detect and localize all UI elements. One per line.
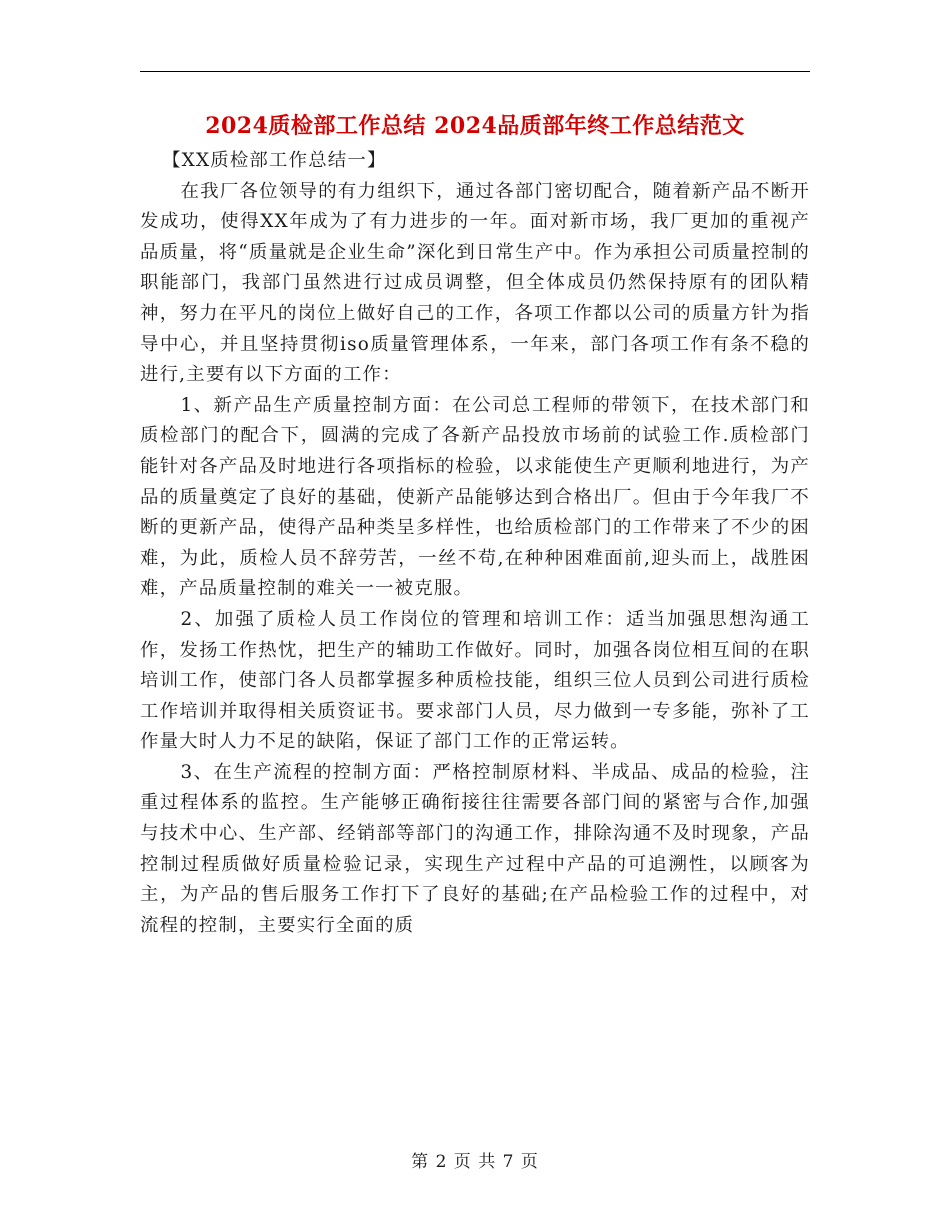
paragraph-item-2: 2、加强了质检人员工作岗位的管理和培训工作：适当加强思想沟通工作，发扬工作热忱，把生产的辅助工作做好。同时，加强各岗位相互间的在职培训工作，使部门各人员都掌握多种质检技能，组织三位人员到公司进行质检工作培训并取得相关质资证书。要求部门人员，尽力做到一专多能，弥补了工作量大时人力不足的缺陷，保证了部门工作的正常运转。: [140, 608, 810, 753]
page-number: 第 2 页 共 7 页: [411, 1152, 539, 1172]
header-rule: [140, 71, 810, 72]
document-title: 2024质检部工作总结 2024品质部年终工作总结范文: [205, 113, 745, 139]
paragraph-item-1: 1、新产品生产质量控制方面：在公司总工程师的带领下，在技术部门和质检部门的配合下，圆满的完成了各新产品投放市场前的试验工作.质检部门能针对各产品及时地进行各项指标的检验，以求能使生产更顺利地进行，为产品的质量奠定了良好的基础，使新产品能够达到合格出厂。但由于今年我厂不断的更新产品，使得产品种类呈多样性，也给质检部门的工作带来了不少的困难，为此，质检人员不辞劳苦，一丝不苟,在种种困难面前,迎头而上，战胜困难，产品质量控制的难关一一被克服。: [140, 394, 810, 600]
paragraph-item-3: 3、在生产流程的控制方面：严格控制原材料、半成品、成品的检验，注重过程体系的监控。生产能够正确衔接往往需要各部门间的紧密与合作,加强与技术中心、生产部、经销部等部门的沟通工作，排除沟通不及时现象，产品控制过程质做好质量检验记录，实现生产过程中产品的可追溯性，以顾客为主，为产品的售后服务工作打下了良好的基础;在产品检验工作的过程中，对流程的控制，主要实行全面的质: [140, 761, 810, 936]
paragraph-intro: 在我厂各位领导的有力组织下，通过各部门密切配合，随着新产品不断开发成功，使得XX年成为了有力进步的一年。面对新市场，我厂更加的重视产品质量，将“质量就是企业生命”深化到日常生产中。作为承担公司质量控制的职能部门，我部门虽然进行过成员调整，但全体成员仍然保持原有的团队精神，努力在平凡的岗位上做好自己的工作，各项工作都以公司的质量方针为指导中心，并且坚持贯彻iso质量管理体系，一年来，部门各项工作有条不稳的进行,主要有以下方面的工作：: [140, 180, 810, 386]
section-heading: 【XX质检部工作总结一】: [162, 150, 387, 171]
document-body: [140, 146, 810, 941]
